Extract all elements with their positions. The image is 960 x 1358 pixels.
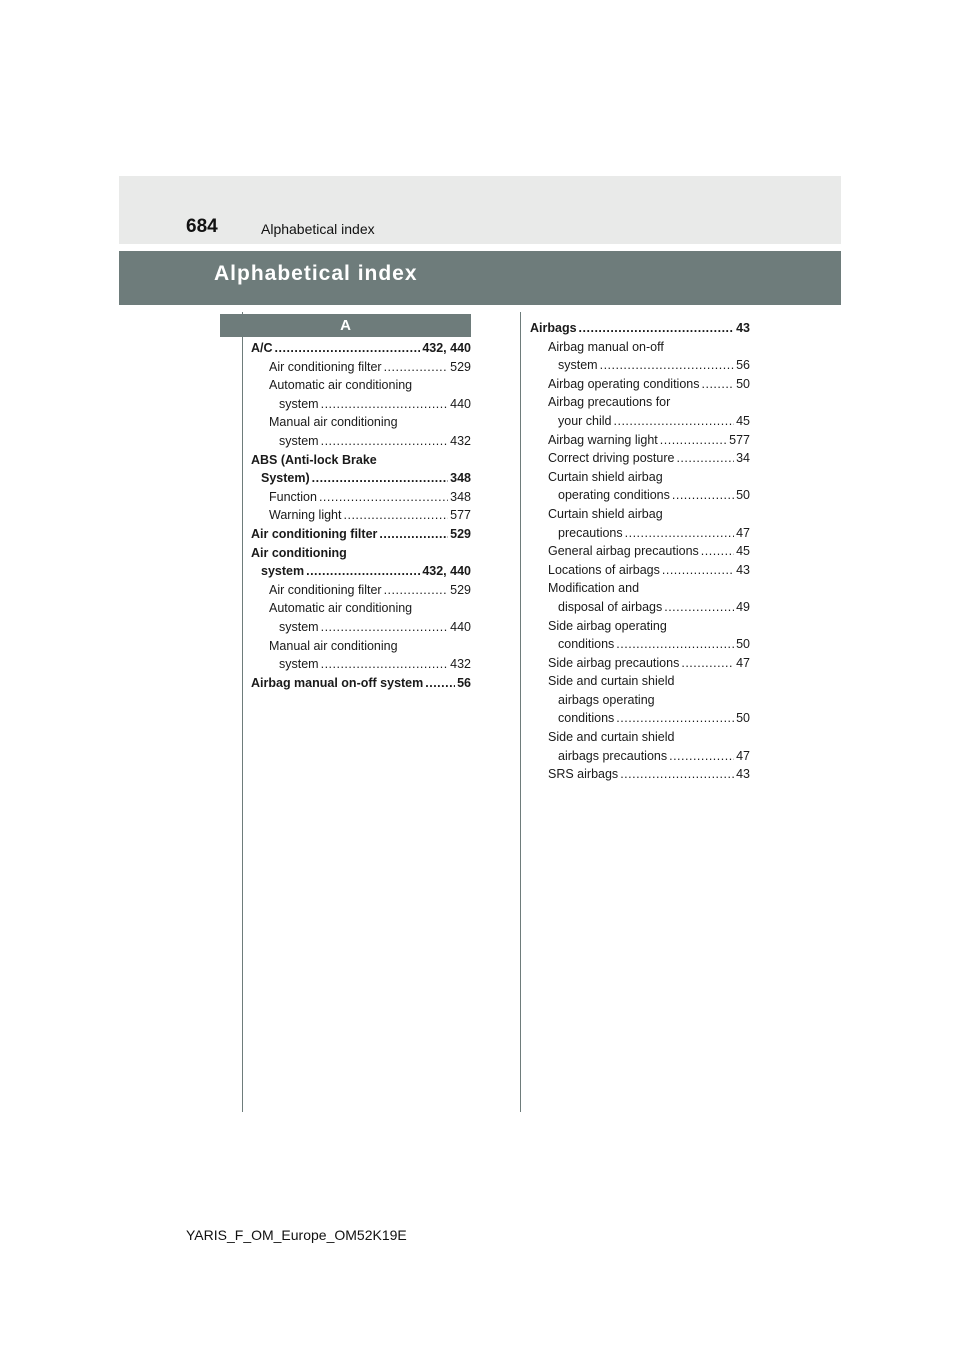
- leader-dots: [672, 486, 734, 505]
- index-entry-line: [251, 395, 471, 414]
- index-term: airbags operating: [558, 692, 655, 707]
- page-reference[interactable]: 348: [450, 471, 471, 486]
- index-entry: [530, 375, 750, 394]
- index-entry-line: [251, 506, 471, 525]
- index-term: Air conditioning filter: [251, 526, 378, 541]
- index-entry-line: [530, 393, 750, 412]
- index-term: system: [279, 619, 319, 634]
- index-term: Correct driving posture: [548, 451, 675, 466]
- index-term: system: [261, 564, 305, 579]
- index-entry-line: [251, 358, 471, 377]
- index-term: Manual air conditioning: [269, 415, 398, 430]
- page-reference[interactable]: 50: [736, 488, 750, 503]
- index-entry: [251, 599, 471, 636]
- index-term: Side airbag precautions: [548, 655, 680, 670]
- index-entry: [530, 765, 750, 784]
- index-entry: [530, 728, 750, 765]
- index-term: operating conditions: [558, 488, 670, 503]
- index-entry-line: [530, 579, 750, 598]
- index-term: Airbag manual on-off: [548, 339, 664, 354]
- index-entry-line: [530, 449, 750, 468]
- page-reference[interactable]: 45: [736, 544, 750, 559]
- index-entry-line: [251, 488, 471, 507]
- page-reference[interactable]: 50: [736, 711, 750, 726]
- index-term: airbags precautions: [558, 748, 668, 763]
- index-entry-line: [251, 674, 471, 693]
- index-entry-line: [251, 618, 471, 637]
- leader-dots: [614, 412, 735, 431]
- index-entry: [530, 561, 750, 580]
- leader-dots: [344, 506, 449, 525]
- leader-dots: [616, 635, 734, 654]
- index-entry: [251, 544, 471, 581]
- leader-dots: [664, 598, 734, 617]
- index-entry: [251, 339, 471, 358]
- index-entry-line: [530, 598, 750, 617]
- index-entry: [251, 637, 471, 674]
- index-entry-line: [530, 356, 750, 375]
- page-reference[interactable]: 34: [736, 451, 750, 466]
- leader-dots: [275, 339, 421, 358]
- index-entry-line: [530, 338, 750, 357]
- index-entry-line: [530, 672, 750, 691]
- header-band: [119, 176, 841, 244]
- index-entry-line: [530, 617, 750, 636]
- leader-dots: [600, 356, 735, 375]
- index-entry: [530, 431, 750, 450]
- header-section-label: Alphabetical index: [261, 221, 375, 237]
- index-entry-line: [530, 375, 750, 394]
- leader-dots: [319, 488, 448, 507]
- index-term: Curtain shield airbag: [548, 469, 663, 484]
- index-term: Curtain shield airbag: [548, 506, 663, 521]
- index-term: precautions: [558, 525, 623, 540]
- leader-dots: [384, 581, 449, 600]
- index-entry-line: [530, 635, 750, 654]
- index-column-left: [251, 339, 471, 692]
- index-entry: [251, 525, 471, 544]
- index-entry: [530, 542, 750, 561]
- index-entry: [251, 413, 471, 450]
- index-term: SRS airbags: [548, 767, 619, 782]
- index-entry-line: [251, 599, 471, 618]
- page-reference[interactable]: 577: [729, 432, 750, 447]
- index-term: Side and curtain shield: [548, 674, 675, 689]
- leader-dots: [620, 765, 734, 784]
- page-reference[interactable]: 529: [450, 582, 471, 597]
- index-entry-line: [251, 562, 471, 581]
- page-reference[interactable]: 45: [736, 413, 750, 428]
- index-entry: [251, 451, 471, 488]
- index-entry-line: [530, 542, 750, 561]
- leader-dots: [702, 375, 735, 394]
- index-entry-line: [530, 654, 750, 673]
- page-reference[interactable]: 577: [450, 508, 471, 523]
- index-term: conditions: [558, 711, 615, 726]
- page-reference[interactable]: 47: [736, 525, 750, 540]
- index-term: system: [279, 396, 319, 411]
- index-term: Automatic air conditioning: [269, 601, 413, 616]
- page-reference[interactable]: 529: [450, 359, 471, 374]
- page-reference[interactable]: 47: [736, 655, 750, 670]
- page-reference[interactable]: 56: [736, 358, 750, 373]
- page-reference[interactable]: 432, 440: [422, 564, 471, 579]
- index-entry-line: [251, 413, 471, 432]
- page-reference[interactable]: 432, 440: [422, 341, 471, 355]
- index-term: Function: [269, 489, 317, 504]
- index-term: Side airbag operating: [548, 618, 667, 633]
- index-entry: [530, 654, 750, 673]
- index-term: ABS (Anti-lock Brake: [251, 452, 377, 467]
- index-term: General airbag precautions: [548, 544, 699, 559]
- index-entry: [530, 505, 750, 542]
- leader-dots: [616, 709, 734, 728]
- page-reference[interactable]: 47: [736, 748, 750, 763]
- index-term: Air conditioning filter: [269, 359, 382, 374]
- index-entry: [251, 581, 471, 600]
- index-term: Air conditioning filter: [269, 582, 382, 597]
- leader-dots: [306, 562, 420, 581]
- leader-dots: [579, 319, 735, 338]
- index-term: conditions: [558, 637, 615, 652]
- page-reference[interactable]: 440: [450, 619, 471, 634]
- index-entry: [530, 338, 750, 375]
- index-column-right: [530, 319, 750, 784]
- index-entry-line: [251, 469, 471, 488]
- page-reference[interactable]: 348: [450, 489, 471, 504]
- index-entry-line: [251, 655, 471, 674]
- index-entry: [530, 449, 750, 468]
- leader-dots: [379, 525, 448, 544]
- index-term: Airbag precautions for: [548, 395, 671, 410]
- index-entry: [251, 376, 471, 413]
- leader-dots: [676, 449, 734, 468]
- index-entry-line: [530, 486, 750, 505]
- leader-dots: [384, 358, 449, 377]
- index-entry-line: [530, 468, 750, 487]
- index-term: system: [558, 358, 598, 373]
- index-letter-heading: A: [220, 314, 471, 337]
- index-entry: [530, 579, 750, 616]
- page-reference[interactable]: 43: [736, 767, 750, 782]
- index-term: your child: [558, 413, 612, 428]
- page-title: Alphabetical index: [214, 262, 418, 285]
- leader-dots: [312, 469, 449, 488]
- index-entry-line: [530, 747, 750, 766]
- index-entry-line: [530, 412, 750, 431]
- index-entry-line: [530, 431, 750, 450]
- index-entry-line: [251, 581, 471, 600]
- leader-dots: [701, 542, 734, 561]
- leader-dots: [660, 431, 727, 450]
- index-term: Locations of airbags: [548, 562, 660, 577]
- index-term: disposal of airbags: [558, 599, 663, 614]
- page-reference[interactable]: 432: [450, 433, 471, 448]
- index-term: Warning light: [269, 508, 342, 523]
- index-entry: [530, 468, 750, 505]
- page-reference[interactable]: 529: [450, 526, 471, 541]
- index-entry-line: [251, 544, 471, 563]
- index-entry-line: [251, 525, 471, 544]
- leader-dots: [669, 747, 734, 766]
- index-entry-line: [530, 561, 750, 580]
- index-entry-line: [251, 339, 471, 358]
- leader-dots: [681, 654, 734, 673]
- leader-dots: [662, 561, 734, 580]
- leader-dots: [425, 674, 455, 693]
- page-reference[interactable]: 50: [736, 637, 750, 652]
- index-entry-line: [251, 451, 471, 470]
- index-entry-line: [530, 319, 750, 338]
- index-term: Airbag manual on-off system: [251, 675, 424, 690]
- index-entry: [251, 358, 471, 377]
- index-entry: [530, 319, 750, 338]
- footer-doc-code: YARIS_F_OM_Europe_OM52K19E: [186, 1227, 407, 1243]
- page-reference[interactable]: 56: [457, 675, 471, 690]
- leader-dots: [321, 655, 449, 674]
- index-entry-line: [530, 709, 750, 728]
- index-term: A/C: [251, 341, 273, 355]
- leader-dots: [321, 432, 449, 451]
- index-term: Manual air conditioning: [269, 638, 398, 653]
- page-reference[interactable]: 43: [736, 321, 750, 335]
- index-term: system: [279, 657, 319, 672]
- index-term: Airbags: [530, 321, 577, 335]
- column-divider-left: [242, 312, 243, 1112]
- index-entry-line: [251, 432, 471, 451]
- index-entry-line: [530, 524, 750, 543]
- index-entry: [530, 393, 750, 430]
- page-number: 684: [186, 216, 218, 237]
- index-term: system: [279, 433, 319, 448]
- index-term: Modification and: [548, 581, 640, 596]
- index-entry-line: [251, 376, 471, 395]
- column-divider-middle: [520, 312, 521, 1112]
- index-term: Side and curtain shield: [548, 730, 675, 745]
- index-entry-line: [530, 765, 750, 784]
- index-term: Airbag operating conditions: [548, 376, 700, 391]
- index-entry-line: [530, 505, 750, 524]
- index-entry-line: [530, 728, 750, 747]
- index-entry: [251, 506, 471, 525]
- index-entry: [251, 488, 471, 507]
- index-term: Airbag warning light: [548, 432, 658, 447]
- leader-dots: [321, 618, 449, 637]
- page-reference[interactable]: 440: [450, 396, 471, 411]
- leader-dots: [625, 524, 734, 543]
- index-term: System): [261, 471, 310, 486]
- index-term: Automatic air conditioning: [269, 378, 413, 393]
- index-entry: [530, 617, 750, 654]
- index-entry: [251, 674, 471, 693]
- leader-dots: [321, 395, 449, 414]
- index-term: Air conditioning: [251, 545, 347, 560]
- page-reference[interactable]: 50: [736, 376, 750, 391]
- index-entry-line: [251, 637, 471, 656]
- index-entry: [530, 672, 750, 728]
- page-reference[interactable]: 432: [450, 657, 471, 672]
- index-entry-line: [530, 691, 750, 710]
- page-reference[interactable]: 49: [736, 599, 750, 614]
- page-reference[interactable]: 43: [736, 562, 750, 577]
